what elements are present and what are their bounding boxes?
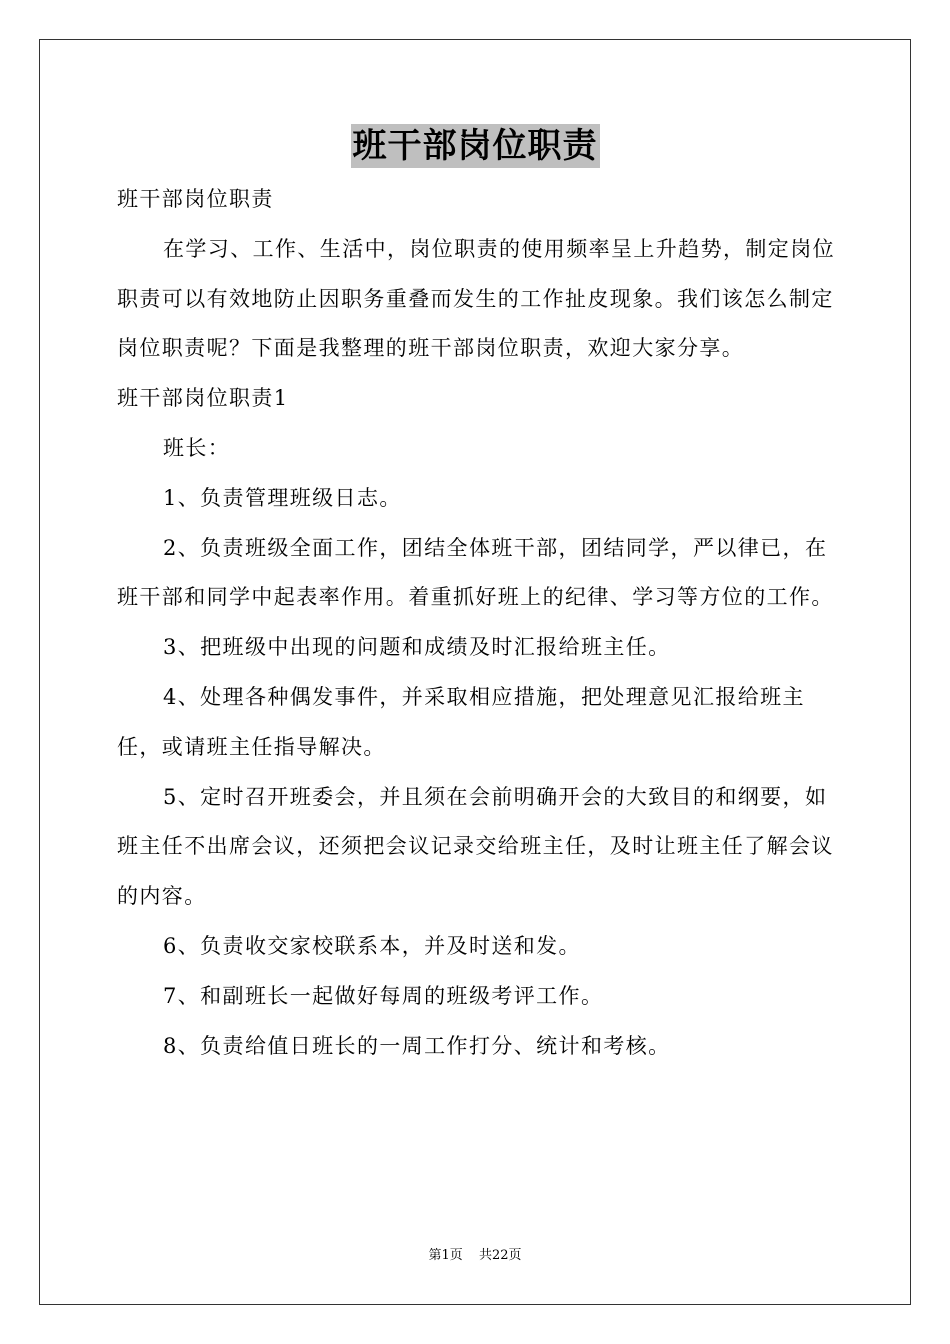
paragraph: 4、处理各种偶发事件，并采取相应措施，把处理意见汇报给班主任，或请班主任指导解决。: [117, 684, 805, 759]
paragraph-list: [117, 225, 839, 1072]
paragraph: 6、负责收交家校联系本，并及时送和发。: [163, 933, 581, 958]
paragraph: 班长：: [163, 435, 231, 460]
paragraph: 3、把班级中出现的问题和成绩及时汇报给班主任。: [163, 635, 671, 660]
document-body: [117, 175, 839, 1071]
paragraph: 2、负责班级全面工作，团结全体班干部，团结同学，严以律已，在班干部和同学中起表率作用。着重抓好班上的纪律、学习等方位的工作。: [117, 535, 834, 610]
title-container: [0, 124, 950, 168]
paragraph: 在学习、工作、生活中，岗位职责的使用频率呈上升趋势，制定岗位职责可以有效地防止因职务重叠而发生的工作扯皮现象。我们该怎么制定岗位职责呢？下面是我整理的班干部岗位职责，欢迎大家分享。: [117, 236, 835, 361]
paragraph: 1、负责管理班级日志。: [163, 485, 402, 510]
paragraph: 8、负责给值日班长的一周工作打分、统计和考核。: [163, 1033, 671, 1058]
page-number-total: 共22页: [478, 1248, 522, 1263]
page-footer: [0, 1247, 950, 1265]
paragraph: 班干部岗位职责1: [117, 386, 289, 411]
document-subtitle: 班干部岗位职责: [117, 187, 274, 211]
paragraph: 7、和副班长一起做好每周的班级考评工作。: [163, 983, 604, 1008]
paragraph: 5、定时召开班委会，并且须在会前明确开会的大致目的和纲要，如班主任不出席会议，还须把会议记录交给班主任，及时让班主任了解会议的内容。: [117, 784, 834, 909]
page-number-current: 第1页: [428, 1248, 463, 1263]
document-title: 班干部岗位职责: [352, 126, 598, 166]
